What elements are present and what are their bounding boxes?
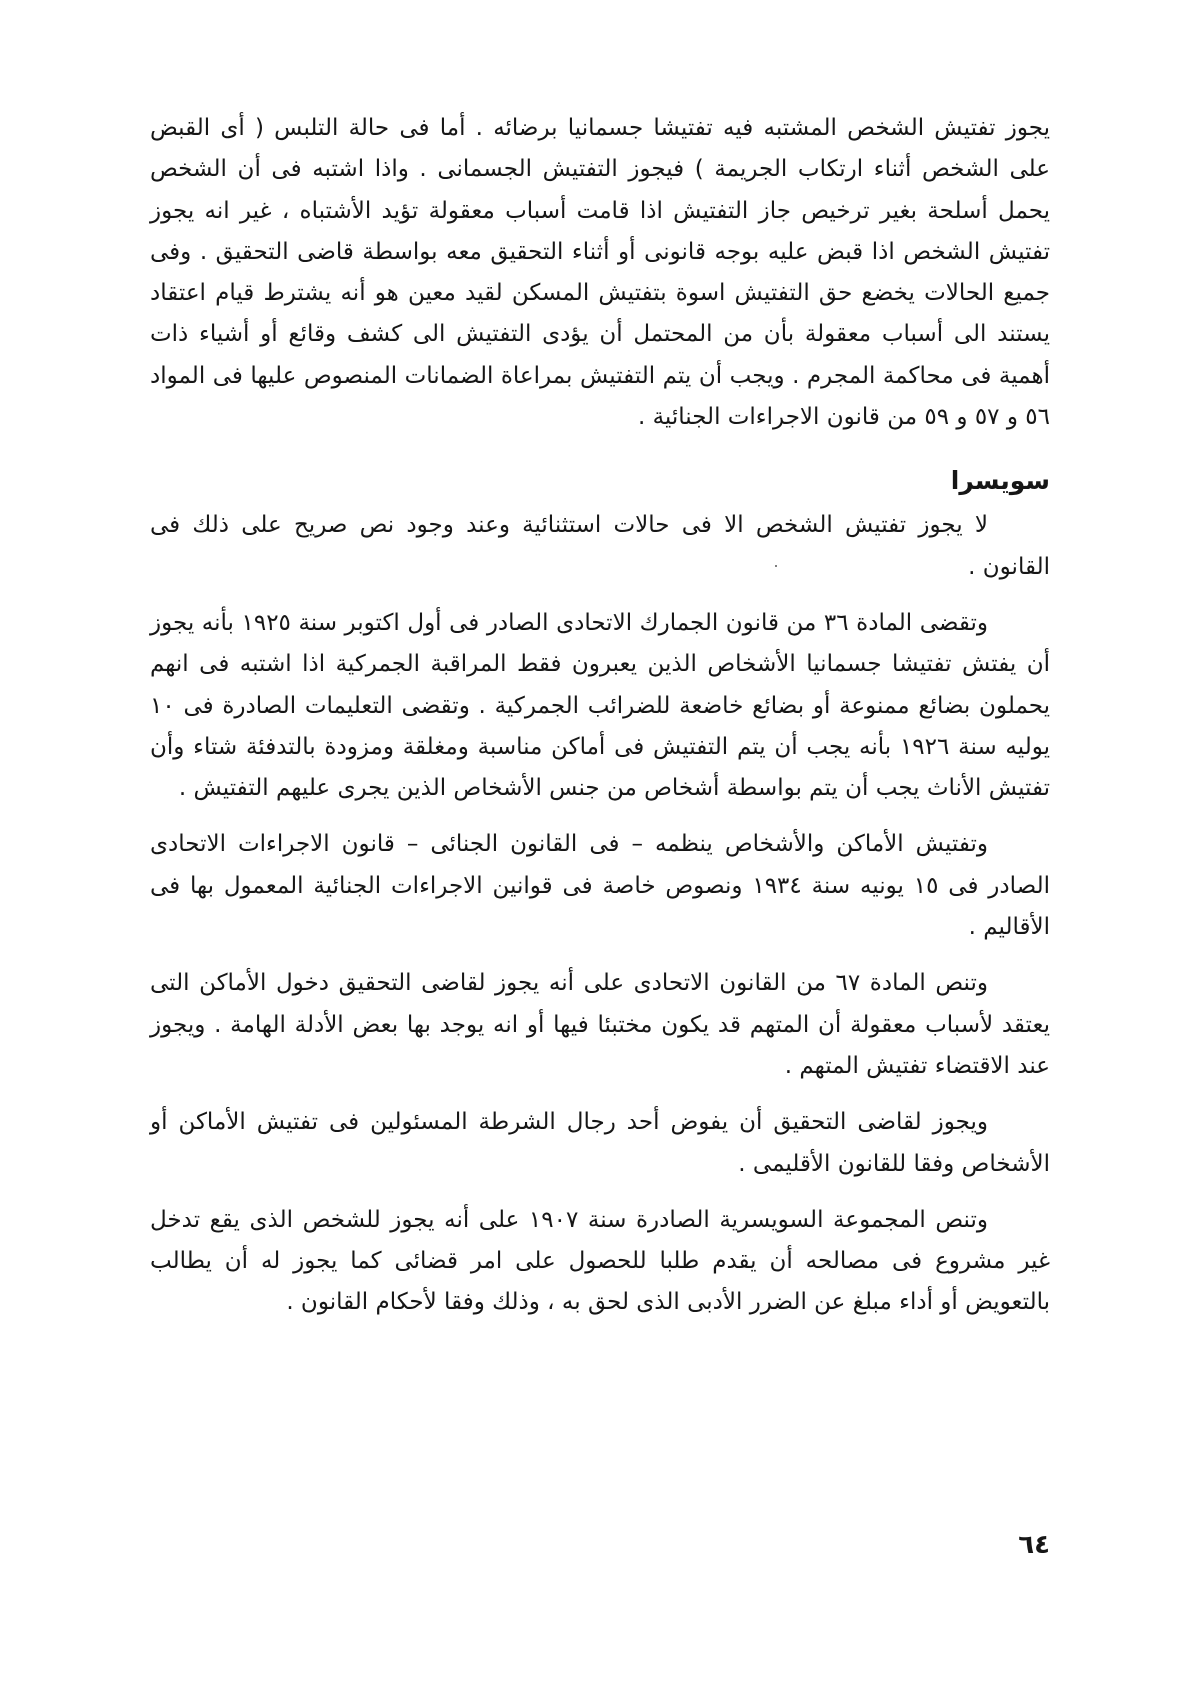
scan-speck <box>775 565 777 567</box>
page-number: ٦٤ <box>1018 1530 1050 1560</box>
document-page <box>150 108 1050 1324</box>
paragraph-2: وتقضى المادة ٣٦ من قانون الجمارك الاتحادى الصادر فى أول اكتوبر سنة ١٩٢٥ بأنه يجوز أن يفتش تفتيشا جسمانيا الأشخاص الذين يعبرون فقط المراقبة الجمركية اذا اشتبه فى انهم يحملون بضائع ممنوعة أو بضائع خاضعة للضرائب الجمركية . وتقضى التعليمات الصادرة فى ١٠ يوليه سنة ١٩٢٦ بأنه يجب أن يتم التفتيش فى أماكن مناسبة ومغلقة ومزودة بالتدفئة شتاء وأن تفتيش الأناث يجب أن يتم بواسطة أشخاص من جنس الأشخاص الذين يجرى عليهم التفتيش . <box>150 609 1050 802</box>
paragraph-1: لا يجوز تفتيش الشخص الا فى حالات استثنائية وعند وجود نص صريح على ذلك فى القانون . <box>150 512 1050 580</box>
paragraph-5: ويجوز لقاضى التحقيق أن يفوض أحد رجال الشرطة المسئولين فى تفتيش الأماكن أو الأشخاص وفقا للقانون الأقليمى . <box>150 1109 1050 1177</box>
paragraph-4: وتنص المادة ٦٧ من القانون الاتحادى على أنه يجوز لقاضى التحقيق دخول الأماكن التى يعتقد لأسباب معقولة أن المتهم قد يكون مختبئا فيها أو انه يوجد بها بعض الأدلة الهامة . ويجوز عند الاقتضاء تفتيش المتهم . <box>150 970 1050 1079</box>
paragraph-3: وتفتيش الأماكن والأشخاص ينظمه – فى القانون الجنائى – قانون الاجراءات الاتحادى الصادر فى ١٥ يونيه سنة ١٩٣٤ ونصوص خاصة فى قوانين الاجراءات الجنائية المعمول بها فى الأقاليم . <box>150 831 1050 941</box>
intro-paragraph: يجوز تفتيش الشخص المشتبه فيه تفتيشا جسمانيا برضائه . أما فى حالة التلبس ( أى القبض على الشخص أثناء ارتكاب الجريمة ) فيجوز التفتيش الجسمانى . واذا اشتبه فى أن الشخص يحمل أسلحة بغير ترخيص جاز التفتيش اذا قامت أسباب معقولة تؤيد الأشتباه ، غير انه يجوز تفتيش الشخص اذا قبض عليه بوجه قانونى أو أثناء التحقيق معه بواسطة قاضى التحقيق . وفى جميع الحالات يخضع حق التفتيش اسوة بتفتيش المسكن لقيد معين هو أنه يشترط قيام اعتقاد يستند الى أسباب معقولة بأن من المحتمل أن يؤدى التفتيش الى كشف وقائع أو أشياء ذات أهمية فى محاكمة المجرم . ويجب أن يتم التفتيش بمراعاة الضمانات المنصوص عليها فى المواد ٥٦ و ٥٧ و ٥٩ من قانون الاجراءات الجنائية . <box>150 115 1050 431</box>
section-heading: سويسرا <box>950 466 1050 496</box>
paragraph-6: وتنص المجموعة السويسرية الصادرة سنة ١٩٠٧ على أنه يجوز للشخص الذى يقع تدخل غير مشروع فى مصالحه أن يقدم طلبا للحصول على امر قضائى كما يجوز له أن يطالب بالتعويض أو أداء مبلغ عن الضرر الأدبى الذى لحق به ، وذلك وفقا لأحكام القانون . <box>150 1206 1050 1316</box>
